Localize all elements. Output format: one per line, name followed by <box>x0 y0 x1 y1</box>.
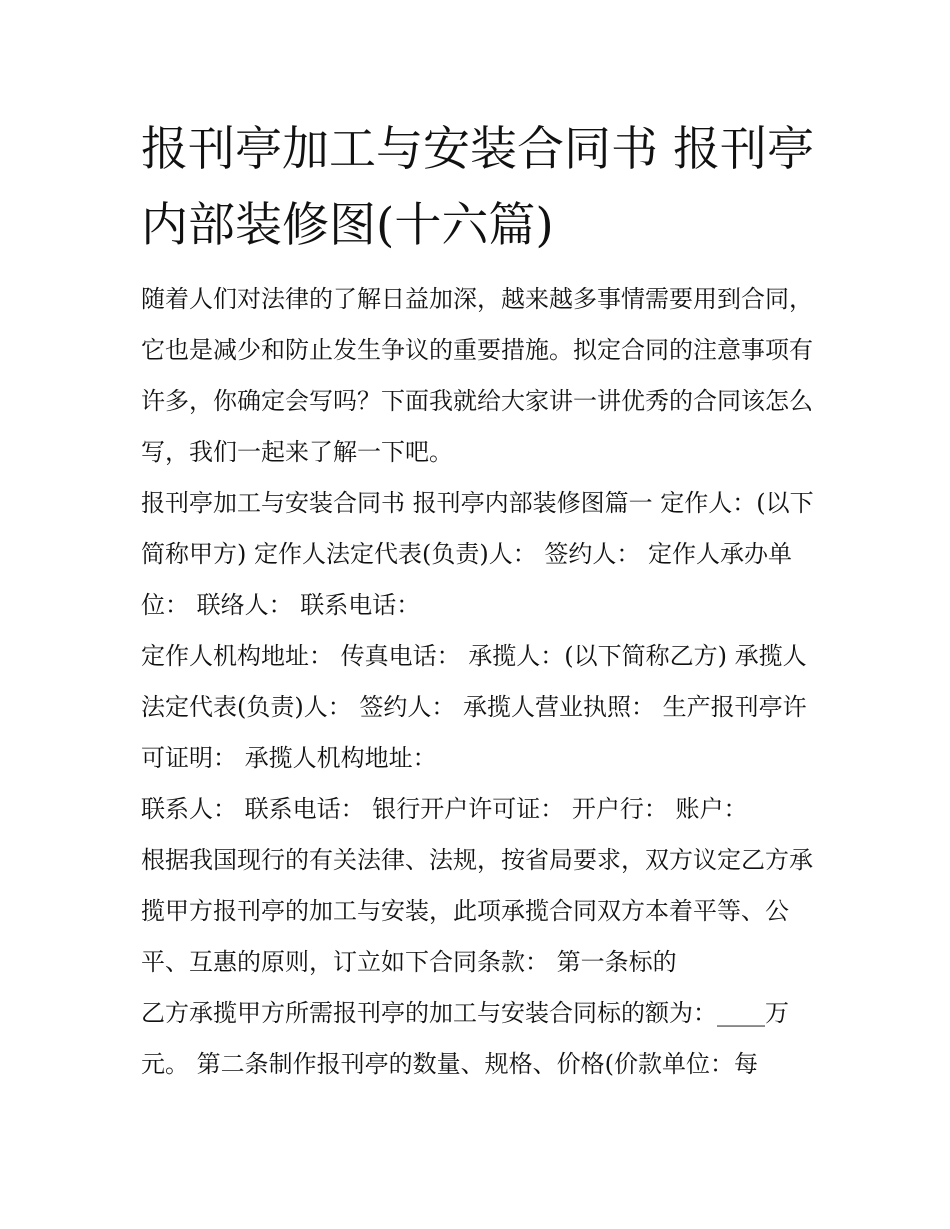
paragraph-intro: 随着人们对法律的了解日益加深，越来越多事情需要用到合同，它也是减少和防止发生争议的重要措施。拟定合同的注意事项有许多，你确定会写吗？下面我就给大家讲一讲优秀的合同该怎么写，我们一起来了解一下吧。 <box>141 285 813 466</box>
document-page <box>141 112 821 1090</box>
paragraph-contractor-info: 定作人机构地址： 传真电话： 承揽人：(以下简称乙方) 承揽人法定代表(负责)人： 签约人： 承揽人营业执照： 生产报刊亭许可证明： 承揽人机构地址： <box>141 642 807 772</box>
document-body <box>141 274 821 1090</box>
paragraph-agreement-basis: 根据我国现行的有关法律、法规，按省局要求，双方议定乙方承揽甲方报刊亭的加工与安装，此项承揽合同双方本着平等、公平、互惠的原则，订立如下合同条款： 第一条标的 <box>141 846 813 976</box>
document-title: 报刊亭加工与安装合同书 报刊亭内部装修图(十六篇) <box>141 122 814 253</box>
paragraph-contact-bank: 联系人： 联系电话： 银行开户许可证： 开户行： 账户： <box>141 795 748 823</box>
paragraph-client-info: 报刊亭加工与安装合同书 报刊亭内部装修图篇一 定作人：(以下简称甲方) 定作人法定代表(负责)人： 签约人： 定作人承办单位： 联络人： 联系电话： <box>141 489 814 619</box>
paragraph-article-one: 乙方承揽甲方所需报刊亭的加工与安装合同标的额为：____万元。 第二条制作报刊亭的数量、规格、价格(价款单位：每 <box>141 999 789 1078</box>
